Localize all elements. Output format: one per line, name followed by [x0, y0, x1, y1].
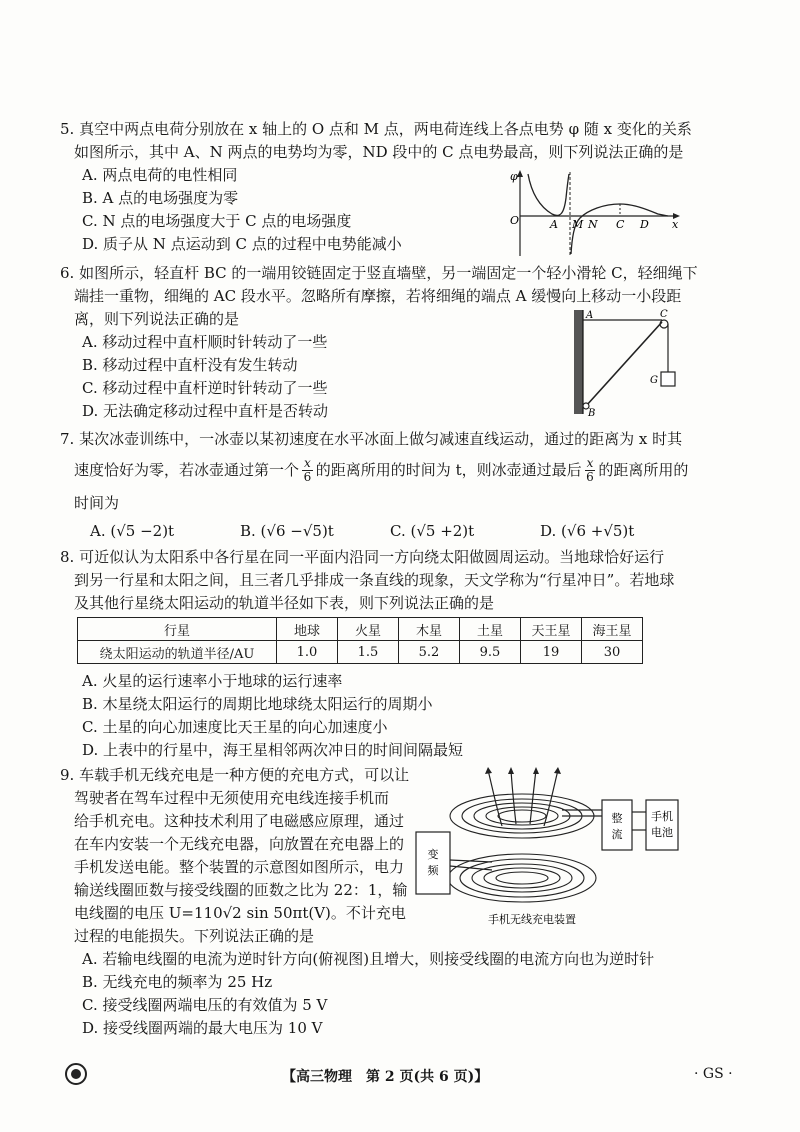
q5-label-c: C	[616, 218, 625, 231]
q9-option-c: C. 接受线圈两端电压的有效值为 5 V	[82, 996, 328, 1014]
q5-label-n: N	[588, 218, 598, 231]
q7-stem-line-1: 7. 某次冰壶训练中，一冰壶以某初速度在水平冰面上做匀减速直线运动，通过的距离为 x 时其	[60, 430, 683, 448]
q7-stem-line-3: 时间为	[74, 494, 120, 512]
q9-stem-line-2: 驾驶者在驾车过程中无须使用充电线连接手机而	[74, 789, 390, 807]
q7-option-c: C. (√5 +2)t	[390, 522, 475, 540]
q8-option-a: A. 火星的运行速率小于地球的运行速率	[82, 672, 343, 690]
q5-stem-line-1: 5. 真空中两点电荷分别放在 x 轴上的 O 点和 M 点，两电荷连线上各点电势 φ 随 x 变化的关系	[60, 120, 692, 138]
q5-option-a: A. 两点电荷的电性相同	[82, 166, 238, 184]
table-header-cell: 地球	[277, 618, 338, 641]
table-row	[78, 618, 643, 641]
q6-rod-bc	[586, 322, 662, 406]
q5-phi-arrow-icon	[517, 170, 523, 177]
q9-stem-line-7: 电线圈的电压 U=110√2 sin 50πt(V)。不计充电	[74, 904, 406, 922]
q6-label-a: A	[586, 310, 594, 321]
q7-fraction-1-num: x	[304, 455, 311, 470]
q5-curve-left	[528, 174, 569, 215]
q5-label-m: M	[572, 218, 584, 231]
q8-option-d: D. 上表中的行星中，海王星相邻两次冲日的时间间隔最短	[82, 741, 464, 759]
question-8	[60, 546, 674, 615]
q9-option-b: B. 无线充电的频率为 25 Hz	[82, 973, 273, 991]
table-cell: 9.5	[460, 641, 521, 664]
q5-label-d: D	[640, 218, 649, 231]
q9-converter-label-2: 频	[427, 864, 439, 877]
q5-label-phi: φ	[510, 170, 518, 183]
q6-label-c: C	[660, 309, 668, 320]
q5-label-a: A	[550, 218, 558, 231]
q7-stem-part-3: 的距离所用的	[598, 460, 689, 479]
q7-stem-line-2	[60, 454, 688, 486]
q9-stem-line-1: 9. 车载手机无线充电是一种方便的充电方式，可以让	[60, 766, 410, 784]
q8-stem-line-2: 到另一行星和太阳之间，且三者几乎排成一条直线的现象，天文学称为“行星冲日”。若地球	[74, 571, 675, 589]
q7-fraction-1	[302, 457, 313, 484]
table-row	[78, 641, 643, 664]
q8-stem-line-1: 8. 可近似认为太阳系中各行星在同一平面内沿同一方向绕太阳做圆周运动。当地球恰好运行	[60, 548, 665, 566]
q6-stem-line-2: 端挂一重物，细绳的 AC 段水平。忽略所有摩擦，若将细绳的端点 A 缓慢向上移动一小段距	[74, 287, 682, 305]
q8-options	[60, 670, 463, 762]
q5-option-b: B. A 点的电场强度为零	[82, 189, 239, 207]
q9-rectifier-label-1: 整	[611, 812, 623, 825]
q6-wall	[574, 310, 583, 414]
footer-code: · GS ·	[694, 1066, 733, 1082]
q7-option-a: A. (√5 −2)t	[90, 522, 175, 540]
q9-wireless-charger-figure	[412, 766, 682, 930]
q6-weight-g	[661, 372, 675, 386]
q6-stem-line-3: 离，则下列说法正确的是	[74, 310, 240, 328]
q5-label-x: x	[672, 218, 679, 231]
q5-potential-graph	[508, 168, 683, 260]
q9-figure-caption: 手机无线充电装置	[488, 913, 576, 926]
q8-stem-line-3: 及其他行星绕太阳运动的轨道半径如下表，则下列说法正确的是	[74, 594, 495, 612]
q9-stem-line-3: 给手机充电。这种技术利用了电磁感应原理，通过	[74, 812, 405, 830]
q9-stem-line-8: 过程的电能损失。下列说法正确的是	[74, 927, 315, 945]
table-header-cell: 行星	[78, 618, 277, 641]
q9-phone-battery-box	[646, 800, 678, 850]
table-header-cell: 海王星	[582, 618, 643, 641]
q9-stem-line-5: 手机发送电能。整个装置的示意图如图所示，电力	[74, 858, 405, 876]
table-header-cell: 天王星	[521, 618, 582, 641]
q9-rectifier-label-2: 流	[611, 828, 623, 841]
q5-label-o: O	[510, 214, 520, 227]
q5-option-d: D. 质子从 N 点运动到 C 点的过程中电势能减小	[82, 235, 402, 253]
q7-option-d: D. (√6 +√5)t	[540, 522, 635, 540]
q5-stem-line-2: 如图所示，其中 A、N 两点的电势均为零，ND 段中的 C 点电势最高，则下列说法正确的是	[74, 143, 684, 161]
q8-orbit-table	[77, 617, 643, 664]
q6-option-b: B. 移动过程中直杆没有发生转动	[82, 356, 298, 374]
table-cell: 绕太阳运动的轨道半径/AU	[78, 641, 277, 664]
question-7	[60, 428, 688, 546]
q7-fraction-2-den: 6	[586, 469, 594, 484]
table-cell: 1.0	[277, 641, 338, 664]
q9-rectifier-box	[602, 800, 632, 850]
publisher-logo-icon	[64, 1062, 88, 1086]
q9-option-a: A. 若输电线圈的电流为逆时针方向(俯视图)且增大，则接受线圈的电流方向也为逆时针	[82, 950, 655, 968]
q9-battery-label-1: 手机	[651, 810, 673, 823]
q7-fraction-2	[585, 457, 596, 484]
table-header-cell: 木星	[399, 618, 460, 641]
q6-label-g: G	[650, 375, 658, 386]
footer-page-info: 【高三物理 第 2 页(共 6 页)】	[282, 1069, 489, 1085]
table-header-cell: 火星	[338, 618, 399, 641]
q6-rod-pulley-figure	[568, 306, 680, 418]
q9-option-d: D. 接受线圈两端的最大电压为 10 V	[82, 1019, 323, 1037]
q7-fraction-2-num: x	[586, 455, 594, 470]
q7-stem-part-1: 速度恰好为零，若冰壶通过第一个	[74, 460, 300, 479]
table-header-cell: 土星	[460, 618, 521, 641]
table-cell: 30	[582, 641, 643, 664]
q8-option-c: C. 土星的向心加速度比天王星的向心加速度小	[82, 718, 388, 736]
q6-label-b: B	[588, 408, 596, 418]
table-cell: 19	[521, 641, 582, 664]
q5-option-c: C. N 点的电场强度大于 C 点的电场强度	[82, 212, 352, 230]
q9-frequency-converter-box	[416, 832, 450, 894]
q9-stem-line-4: 在车内安装一个无线充电器，向放置在充电器上的	[74, 835, 405, 853]
q6-option-c: C. 移动过程中直杆逆时针转动了一些	[82, 379, 328, 397]
q6-stem-line-1: 6. 如图所示，轻直杆 BC 的一端用铰链固定于竖直墙壁，另一端固定一个轻小滑轮 C，轻细绳下	[60, 264, 698, 282]
q9-arrow-heads-icon	[485, 767, 561, 774]
q7-stem-part-2: 的距离所用的时间为 t，则冰壶通过最后	[315, 460, 582, 479]
q8-option-b: B. 木星绕太阳运行的周期比地球绕太阳运行的周期小	[82, 695, 433, 713]
table-cell: 1.5	[338, 641, 399, 664]
q6-option-a: A. 移动过程中直杆顺时针转动了一些	[82, 333, 328, 351]
q9-battery-label-2: 电池	[651, 826, 673, 839]
q7-options-row	[60, 520, 688, 546]
q9-stem-line-6: 输送线圈匝数与接受线圈的匝数之比为 22：1，输	[74, 881, 408, 899]
table-cell: 5.2	[399, 641, 460, 664]
q6-option-d: D. 无法确定移动过程中直杆是否转动	[82, 402, 329, 420]
q7-fraction-1-den: 6	[303, 469, 312, 484]
q9-converter-label-1: 变	[427, 848, 439, 861]
q7-option-b: B. (√6 −√5)t	[240, 522, 334, 540]
